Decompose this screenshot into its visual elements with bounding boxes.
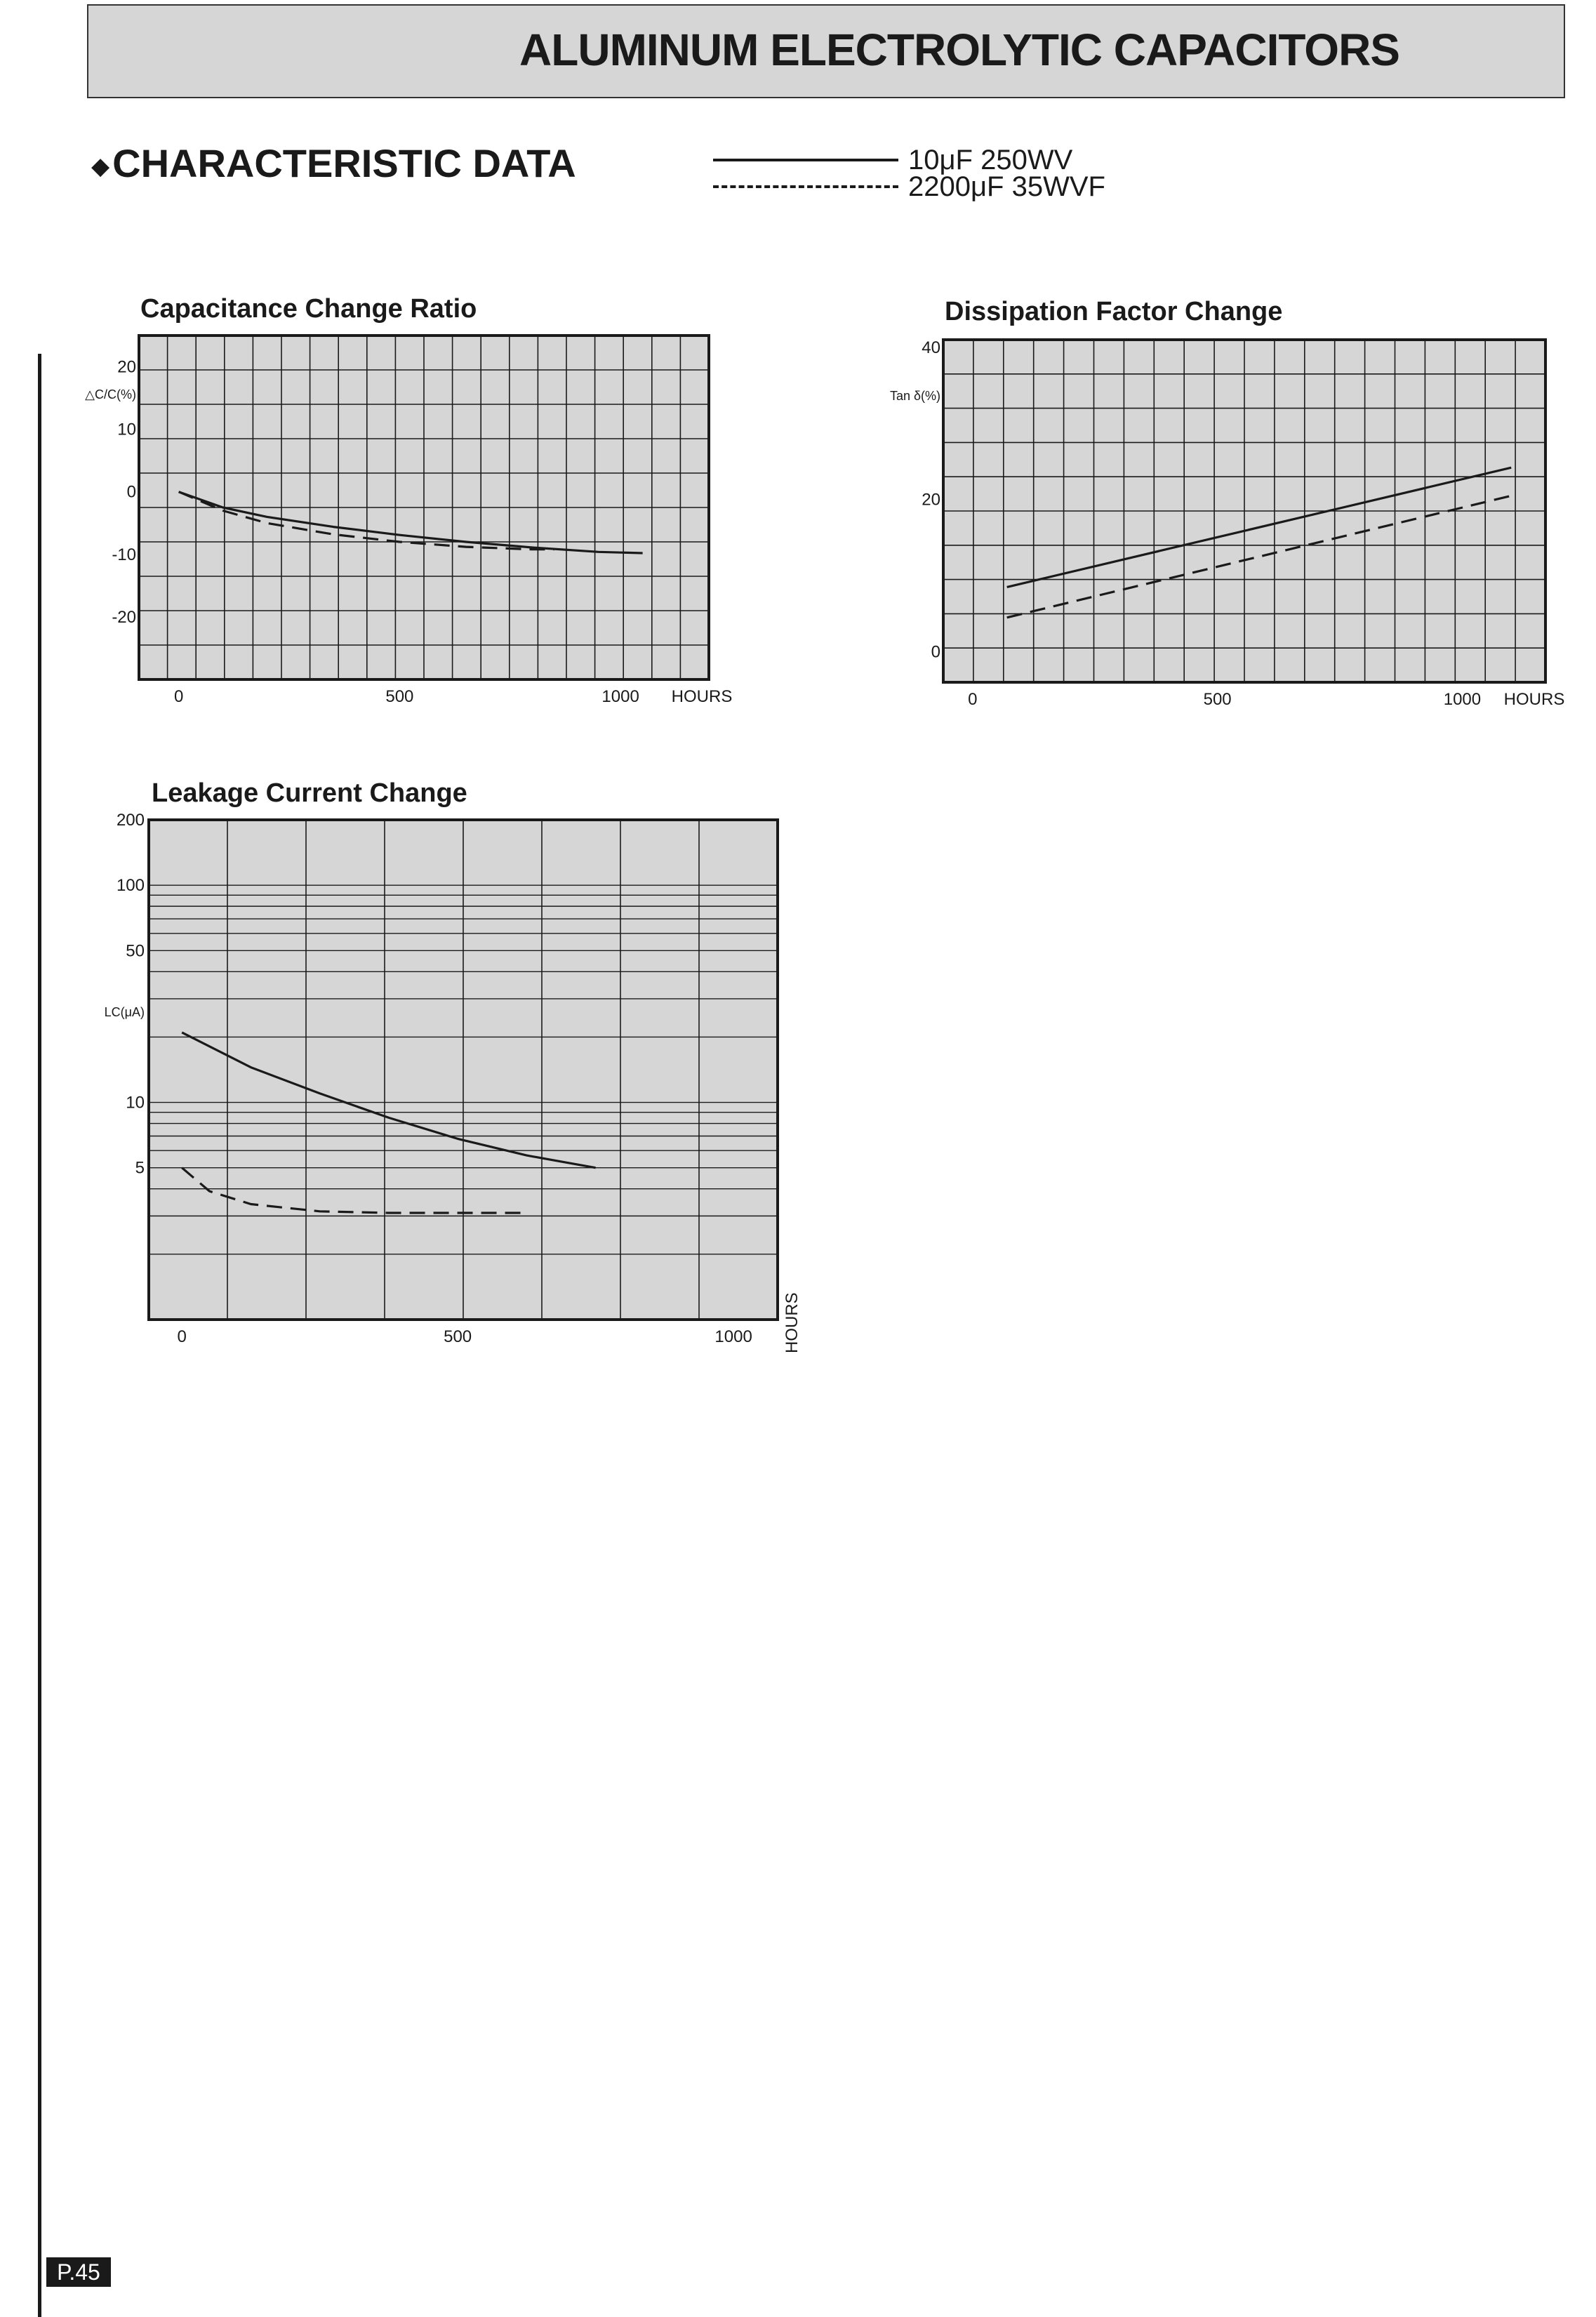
diamond-bullet-icon: ◆ (91, 153, 110, 180)
y-tick-label: 20 (117, 357, 136, 377)
legend-dashed-label: 2200μF 35WVF (908, 171, 1105, 202)
y-tick-label: 5 (135, 1158, 145, 1178)
x-axis-label: HOURS (671, 687, 733, 706)
y-tick-label: 20 (922, 490, 940, 510)
x-tick-label: 1000 (714, 1327, 752, 1346)
chart-title: Capacitance Change Ratio (140, 294, 477, 324)
y-tick-label: 200 (116, 811, 145, 830)
header-title: ALUMINUM ELECTROLYTIC CAPACITORS (519, 25, 1399, 75)
x-tick-label: 500 (385, 687, 414, 706)
y-tick-label: 50 (126, 941, 145, 961)
x-tick-label: 1000 (1443, 690, 1482, 709)
y-tick-label: 0 (126, 482, 136, 502)
x-axis-label: HOURS (783, 1292, 802, 1353)
y-tick-label: 0 (931, 642, 940, 662)
legend-solid-label: 10μF 250WV (908, 145, 1073, 175)
y-axis-label: Tan δ(%) (889, 389, 940, 403)
y-tick-label: 10 (126, 1093, 145, 1113)
y-tick-label: -20 (112, 607, 136, 627)
y-tick-label: 100 (116, 876, 145, 896)
y-axis-label: △C/C(%) (85, 387, 136, 401)
section-title-text: CHARACTERISTIC DATA (112, 141, 576, 185)
chart-title: Dissipation Factor Change (945, 297, 1283, 326)
x-tick-label: 0 (968, 690, 978, 709)
page-number: P.45 (46, 2257, 111, 2287)
y-axis-label: LC(μA) (104, 1005, 145, 1019)
y-tick-label: 40 (922, 338, 940, 357)
y-tick-label: -10 (112, 545, 136, 564)
x-tick-label: 1000 (601, 687, 639, 706)
x-tick-label: 500 (444, 1327, 472, 1346)
chart-title: Leakage Current Change (152, 778, 467, 808)
x-axis-label: HOURS (1503, 690, 1565, 709)
x-tick-label: 500 (1203, 690, 1232, 709)
x-tick-label: 0 (177, 1327, 187, 1346)
y-tick-label: 10 (117, 420, 136, 439)
x-tick-label: 0 (173, 687, 184, 706)
